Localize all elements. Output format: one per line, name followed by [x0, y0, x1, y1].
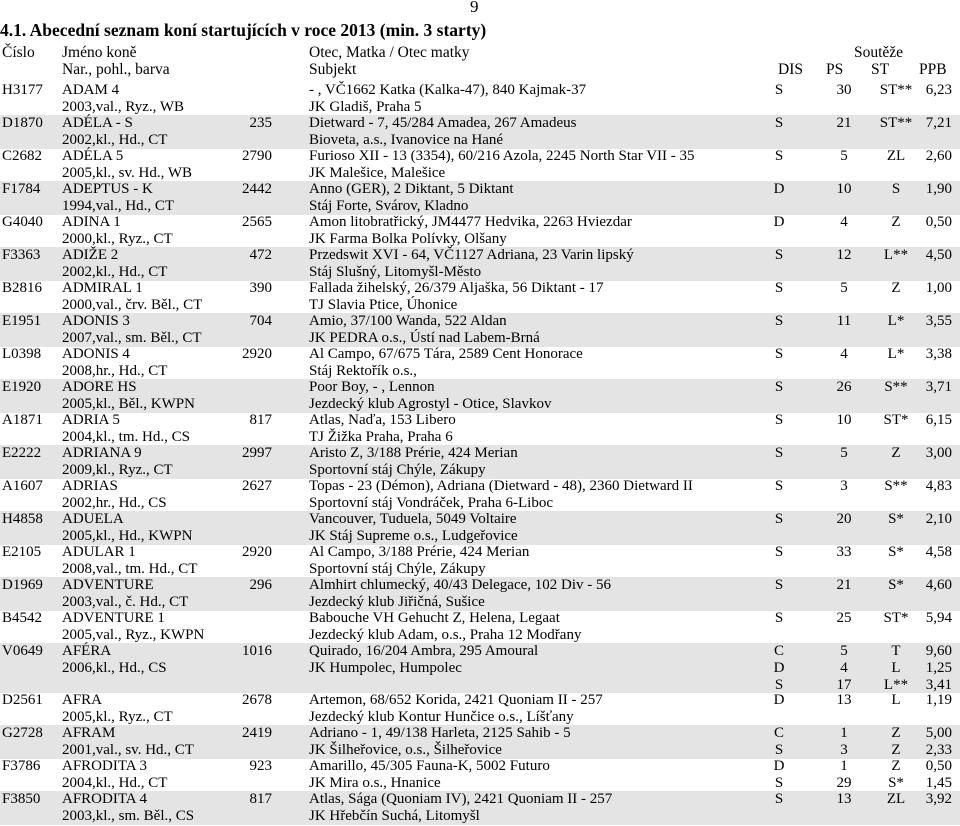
result-ppb: 5,00 — [925, 725, 952, 741]
horse-pedigree: Vancouver, Tuduela, 5049 Voltaire — [309, 511, 517, 527]
result-ppb: 0,50 — [925, 214, 952, 230]
result-line — [760, 280, 960, 297]
result-ps: 10 — [836, 181, 852, 197]
horse-name: ADÉLA 5 — [62, 148, 124, 164]
result-line — [760, 115, 960, 132]
page-title: 4.1. Abecední seznam koní startujících v roce 2013 (min. 3 starty) — [0, 20, 487, 40]
horse-name: ADAM 4 — [62, 82, 120, 98]
result-ps: 33 — [836, 544, 852, 560]
horse-reg-number: 817 — [249, 791, 272, 807]
result-st: Z — [891, 758, 901, 774]
horse-id: G2728 — [2, 725, 43, 741]
result-st: Z — [891, 742, 901, 758]
header-ppb: PPB — [919, 61, 947, 78]
result-ps: 13 — [836, 692, 852, 708]
table-row — [0, 791, 960, 825]
result-line — [760, 346, 960, 363]
result-ps: 4 — [840, 346, 848, 362]
result-line — [760, 660, 960, 677]
horse-pedigree: Amon litobratřický, JM4477 Hedvika, 2263 Hviezdar — [309, 214, 632, 230]
horse-subject: Jezdecký klub Adam, o.s., Praha 12 Modřany — [309, 627, 582, 643]
result-ps: 4 — [840, 214, 848, 230]
result-line — [760, 758, 960, 775]
horse-pedigree: Anno (GER), 2 Diktant, 5 Diktant — [309, 181, 514, 197]
horse-reg-number: 2997 — [242, 445, 272, 461]
result-ppb: 4,50 — [925, 247, 952, 263]
horse-subject: Stáj Rektořík o.s., — [309, 363, 417, 379]
page-number: 9 — [470, 0, 479, 16]
horse-pedigree: Furioso XII - 13 (3354), 60/216 Azola, 2245 North Star VII - 35 — [309, 148, 695, 164]
result-dis: D — [773, 660, 785, 676]
result-line — [760, 544, 960, 561]
horse-pedigree: - , VČ1662 Katka (Kalka-47), 840 Kajmak-37 — [309, 82, 587, 98]
result-dis: S — [774, 544, 784, 560]
result-ppb: 3,00 — [925, 445, 952, 461]
table-row — [0, 181, 960, 215]
result-line — [760, 445, 960, 462]
horse-birth-sex-color: 2005,kl., Ryz., CT — [62, 709, 173, 725]
horse-name: ADEPTUS - K — [62, 181, 153, 197]
result-ps: 12 — [836, 247, 852, 263]
horse-reg-number: 296 — [249, 577, 272, 593]
result-dis: S — [774, 445, 784, 461]
result-dis: S — [774, 247, 784, 263]
result-ppb: 2,10 — [925, 511, 952, 527]
horse-birth-sex-color: 2003,val., Ryz., WB — [62, 99, 185, 115]
result-ppb: 3,92 — [925, 791, 952, 807]
result-ppb: 5,94 — [925, 610, 952, 626]
result-st: S** — [884, 478, 908, 494]
result-line — [760, 412, 960, 429]
horse-pedigree: Atlas, Sága (Quoniam IV), 2421 Quoniam II - 257 — [309, 791, 613, 807]
horse-reg-number: 2565 — [242, 214, 272, 230]
horse-subject: Sportovní stáj Chýle, Zákupy — [309, 462, 486, 478]
table-row — [0, 511, 960, 545]
horse-pedigree: Artemon, 68/652 Korida, 2421 Quoniam II - 257 — [309, 692, 603, 708]
horse-name: ADÉLA - S — [62, 115, 133, 131]
table-row — [0, 313, 960, 347]
horse-name: ADVENTURE 1 — [62, 610, 165, 626]
horse-pedigree: Topas - 23 (Démon), Adriana (Dietward - 48), 2360 Dietward II — [309, 478, 693, 494]
horse-birth-sex-color: 2005,kl., sv. Hd., WB — [62, 165, 193, 181]
result-ppb: 1,19 — [925, 692, 952, 708]
result-ppb: 9,60 — [925, 643, 952, 659]
result-ps: 1 — [840, 725, 848, 741]
horse-id: F3786 — [2, 758, 41, 774]
result-ppb: 1,90 — [925, 181, 952, 197]
horse-birth-sex-color: 2002,kl., Hd., CT — [62, 264, 168, 280]
horse-reg-number: 235 — [249, 115, 272, 131]
result-ppb: 6,15 — [925, 412, 952, 428]
result-dis: S — [774, 313, 784, 329]
result-ppb: 4,58 — [925, 544, 952, 560]
result-ppb: 1,25 — [925, 660, 952, 676]
result-ps: 21 — [836, 577, 852, 593]
result-st: L — [891, 692, 901, 708]
horse-pedigree: Amarillo, 45/305 Fauna-K, 5002 Futuro — [309, 758, 550, 774]
horse-id: D1870 — [2, 115, 43, 131]
result-ppb: 3,71 — [925, 379, 952, 395]
result-st: L* — [887, 346, 905, 362]
horse-name: ADIŽE 2 — [62, 247, 119, 263]
result-st: ZL — [886, 791, 906, 807]
horse-subject: Sportovní stáj Vondráček, Praha 6-Liboc — [309, 495, 553, 511]
horse-id: C2682 — [2, 148, 43, 164]
result-dis: S — [774, 511, 784, 527]
result-ps: 10 — [836, 412, 852, 428]
horse-subject: JK Farma Bolka Polívky, Olšany — [309, 231, 507, 247]
result-st: Z — [891, 214, 901, 230]
result-ps: 21 — [836, 115, 852, 131]
horse-name: ADMIRAL 1 — [62, 280, 143, 296]
table-row — [0, 148, 960, 182]
horse-reg-number: 2442 — [242, 181, 272, 197]
horse-reg-number: 2920 — [242, 346, 272, 362]
horse-birth-sex-color: 1994,val., Hd., CT — [62, 198, 175, 214]
result-dis: S — [774, 82, 784, 98]
header-st: ST — [871, 61, 890, 78]
horse-birth-sex-color: 2007,val., sm. Běl., CT — [62, 330, 202, 346]
result-dis: S — [774, 115, 784, 131]
result-st: L** — [883, 247, 909, 263]
horse-pedigree: Fallada žihelský, 26/379 Aljaška, 56 Diktant - 17 — [309, 280, 604, 296]
result-dis: S — [774, 577, 784, 593]
header-otec: Otec, Matka / Otec matky — [309, 44, 470, 61]
header-ps: PS — [826, 61, 844, 78]
result-dis: D — [773, 692, 785, 708]
horse-name: AFRODITA 4 — [62, 791, 148, 807]
horse-pedigree: Aristo Z, 3/188 Prérie, 424 Merian — [309, 445, 518, 461]
result-dis: D — [773, 181, 785, 197]
horse-reg-number: 2678 — [242, 692, 272, 708]
horse-birth-sex-color: 2000,kl., Ryz., CT — [62, 231, 173, 247]
horse-name: ADONIS 3 — [62, 313, 130, 329]
header-dis: DIS — [778, 61, 803, 78]
horse-subject: Bioveta, a.s., Ivanovice na Hané — [309, 132, 504, 148]
horse-id: E1951 — [2, 313, 42, 329]
table-row — [0, 610, 960, 644]
result-st: L** — [883, 677, 909, 693]
table-row — [0, 379, 960, 413]
result-ppb: 1,45 — [925, 775, 952, 791]
table-row — [0, 692, 960, 726]
result-ps: 1 — [840, 758, 848, 774]
horse-birth-sex-color: 2003,kl., sm. Běl., CS — [62, 808, 195, 824]
result-ppb: 0,50 — [925, 758, 952, 774]
header-nar-pohl-barva: Nar., pohl., barva — [62, 61, 170, 78]
table-row — [0, 115, 960, 149]
result-st: T — [891, 643, 901, 659]
result-st: S** — [884, 379, 908, 395]
horse-birth-sex-color: 2004,kl., Hd., CT — [62, 775, 168, 791]
result-ps: 5 — [840, 280, 848, 296]
table-row — [0, 445, 960, 479]
horse-birth-sex-color: 2005,val., Ryz., KWPN — [62, 627, 205, 643]
horse-birth-sex-color: 2003,val., č. Hd., CT — [62, 594, 189, 610]
horse-id: V0649 — [2, 643, 43, 659]
horse-id: A1607 — [2, 478, 43, 494]
result-dis: D — [773, 758, 785, 774]
result-st: S* — [888, 511, 904, 527]
horse-id: A1871 — [2, 412, 43, 428]
horse-reg-number: 2419 — [242, 725, 272, 741]
horse-birth-sex-color: 2002,hr., Hd., CS — [62, 495, 167, 511]
horse-subject: Stáj Slušný, Litomyšl-Město — [309, 264, 482, 280]
result-ppb: 3,41 — [925, 677, 952, 693]
result-st: ST* — [883, 412, 909, 428]
horse-name: ADINA 1 — [62, 214, 121, 230]
horse-id: L0398 — [2, 346, 42, 362]
result-dis: C — [773, 725, 784, 741]
horse-reg-number: 923 — [249, 758, 272, 774]
horse-birth-sex-color: 2009,kl., Ryz., CT — [62, 462, 173, 478]
result-ps: 25 — [836, 610, 852, 626]
result-line — [760, 148, 960, 165]
result-ps: 17 — [836, 677, 852, 693]
result-st: L* — [887, 313, 905, 329]
horse-birth-sex-color: 2000,val., črv. Běl., CT — [62, 297, 203, 313]
result-ps: 26 — [836, 379, 852, 395]
horse-name: AFRAM — [62, 725, 116, 741]
result-st: ST** — [879, 115, 913, 131]
horse-pedigree: Atlas, Naďa, 153 Libero — [309, 412, 456, 428]
result-ps: 3 — [840, 478, 848, 494]
result-ppb: 3,38 — [925, 346, 952, 362]
result-dis: C — [773, 643, 784, 659]
horse-subject: Stáj Forte, Svárov, Kladno — [309, 198, 469, 214]
horse-subject: JK Malešice, Malešice — [309, 165, 446, 181]
table-row — [0, 643, 960, 693]
horse-name: ADVENTURE — [62, 577, 154, 593]
result-dis: S — [774, 346, 784, 362]
horse-subject: JK Hřebčín Suchá, Litomyšl — [309, 808, 480, 824]
result-ps: 3 — [840, 742, 848, 758]
result-line — [760, 379, 960, 396]
result-ps: 11 — [836, 313, 852, 329]
horse-subject: TJ Žižka Praha, Praha 6 — [309, 429, 453, 445]
result-line — [760, 643, 960, 660]
result-dis: S — [774, 148, 784, 164]
table-row — [0, 280, 960, 314]
horse-pedigree: Poor Boy, - , Lennon — [309, 379, 435, 395]
table-row — [0, 544, 960, 578]
horse-birth-sex-color: 2008,val., tm. Hd., CT — [62, 561, 198, 577]
table-row — [0, 82, 960, 116]
horse-subject: Jezdecký klub Jiřičná, Sušice — [309, 594, 485, 610]
result-ps: 29 — [836, 775, 852, 791]
horse-name: ADORE HS — [62, 379, 137, 395]
horse-birth-sex-color: 2005,kl., Běl., KWPN — [62, 396, 195, 412]
horse-name: ADULAR 1 — [62, 544, 136, 560]
horse-id: F3850 — [2, 791, 41, 807]
horse-birth-sex-color: 2006,kl., Hd., CS — [62, 660, 167, 676]
result-line — [760, 577, 960, 594]
horse-id: D2561 — [2, 692, 43, 708]
horse-id: D1969 — [2, 577, 43, 593]
horse-reg-number: 704 — [249, 313, 272, 329]
result-line — [760, 511, 960, 528]
result-st: S — [891, 181, 901, 197]
horse-id: F3363 — [2, 247, 41, 263]
result-ppb: 4,60 — [925, 577, 952, 593]
result-ps: 5 — [840, 445, 848, 461]
table-row — [0, 214, 960, 248]
horse-reg-number: 2627 — [242, 478, 272, 494]
result-ps: 5 — [840, 643, 848, 659]
horse-name: AFRODITA 3 — [62, 758, 148, 774]
horse-id: B2816 — [2, 280, 43, 296]
horse-pedigree: Babouche VH Gehucht Z, Helena, Legaat — [309, 610, 560, 626]
result-ps: 4 — [840, 660, 848, 676]
result-ppb: 7,21 — [925, 115, 952, 131]
horse-pedigree: Quirado, 16/204 Ambra, 295 Amoural — [309, 643, 539, 659]
table-row — [0, 346, 960, 380]
horse-reg-number: 2920 — [242, 544, 272, 560]
table-row — [0, 725, 960, 759]
horse-reg-number: 472 — [249, 247, 272, 263]
horse-id: E1920 — [2, 379, 42, 395]
result-ppb: 2,33 — [925, 742, 952, 758]
horse-name: AFRA — [62, 692, 103, 708]
horse-subject: JK Humpolec, Humpolec — [309, 660, 462, 676]
header-subjekt: Subjekt — [309, 61, 357, 78]
horse-pedigree: Adriano - 1, 49/138 Harleta, 2125 Sahib - 5 — [309, 725, 571, 741]
result-line — [760, 181, 960, 198]
table-row — [0, 247, 960, 281]
table-row — [0, 412, 960, 446]
result-st: L — [891, 660, 901, 676]
result-ps: 13 — [836, 791, 852, 807]
result-dis: S — [774, 742, 784, 758]
horse-reg-number: 390 — [249, 280, 272, 296]
result-st: Z — [891, 725, 901, 741]
result-line — [760, 791, 960, 808]
result-line — [760, 742, 960, 759]
horse-subject: JK PEDRA o.s., Ústí nad Labem-Brná — [309, 330, 540, 346]
horse-subject: JK Gladiš, Praha 5 — [309, 99, 422, 115]
horse-subject: JK Šilheřovice, o.s., Šilheřovice — [309, 742, 502, 758]
result-ppb: 4,83 — [925, 478, 952, 494]
table-row — [0, 758, 960, 792]
result-ps: 20 — [836, 511, 852, 527]
result-line — [760, 725, 960, 742]
horse-pedigree: Amio, 37/100 Wanda, 522 Aldan — [309, 313, 507, 329]
result-line — [760, 247, 960, 264]
horse-id: H3177 — [2, 82, 43, 98]
horse-pedigree: Dietward - 7, 45/284 Amadea, 267 Amadeus — [309, 115, 577, 131]
result-dis: S — [774, 610, 784, 626]
table-row — [0, 478, 960, 512]
horse-subject: TJ Slavia Ptice, Úhonice — [309, 297, 458, 313]
horse-id: F1784 — [2, 181, 41, 197]
horse-birth-sex-color: 2004,kl., tm. Hd., CS — [62, 429, 190, 445]
header-jmeno: Jméno koně — [62, 44, 137, 61]
result-st: S* — [888, 544, 904, 560]
result-st: Z — [891, 445, 901, 461]
horse-birth-sex-color: 2005,kl., Hd., KWPN — [62, 528, 193, 544]
horse-name: ADRIA 5 — [62, 412, 120, 428]
horse-reg-number: 2790 — [242, 148, 272, 164]
horse-subject: Jezdecký klub Agrostyl - Otice, Slavkov — [309, 396, 552, 412]
horse-id: B4542 — [2, 610, 43, 626]
result-dis: S — [774, 791, 784, 807]
table-row — [0, 577, 960, 611]
result-ps: 30 — [836, 82, 852, 98]
result-st: ST* — [883, 610, 909, 626]
result-dis: S — [774, 280, 784, 296]
horse-name: ADONIS 4 — [62, 346, 130, 362]
result-dis: S — [774, 379, 784, 395]
result-dis: S — [774, 412, 784, 428]
horse-subject: JK Stáj Supreme o.s., Ludgeřovice — [309, 528, 518, 544]
result-line — [760, 610, 960, 627]
result-line — [760, 775, 960, 792]
horse-birth-sex-color: 2001,val., sv. Hd., CT — [62, 742, 194, 758]
horse-pedigree: Przedswit XVI - 64, VČ1127 Adriana, 23 Varin lipský — [309, 247, 634, 263]
horse-id: E2105 — [2, 544, 42, 560]
result-st: S* — [888, 775, 904, 791]
horse-subject: JK Mira o.s., Hnanice — [309, 775, 441, 791]
horse-id: E2222 — [2, 445, 42, 461]
horse-pedigree: Al Campo, 3/188 Prérie, 424 Merian — [309, 544, 530, 560]
header-souteze: Soutěže — [854, 44, 904, 61]
result-ppb: 3,55 — [925, 313, 952, 329]
result-line — [760, 82, 960, 99]
result-st: ST** — [879, 82, 913, 98]
result-dis: S — [774, 677, 784, 693]
horse-pedigree: Almhirt chlumecký, 40/43 Delegace, 102 Div - 56 — [309, 577, 612, 593]
result-dis: S — [774, 478, 784, 494]
horse-birth-sex-color: 2002,kl., Hd., CT — [62, 132, 168, 148]
result-line — [760, 478, 960, 495]
result-st: ZL — [886, 148, 906, 164]
result-dis: D — [773, 214, 785, 230]
result-line — [760, 214, 960, 231]
result-st: Z — [891, 280, 901, 296]
result-line — [760, 313, 960, 330]
result-ppb: 1,00 — [925, 280, 952, 296]
horse-reg-number: 817 — [249, 412, 272, 428]
horse-name: ADUELA — [62, 511, 124, 527]
horse-name: ADRIAS — [62, 478, 118, 494]
result-st: S* — [888, 577, 904, 593]
result-ppb: 6,23 — [925, 82, 952, 98]
horse-id: G4040 — [2, 214, 43, 230]
result-line — [760, 692, 960, 709]
horse-subject: Sportovní stáj Chýle, Zákupy — [309, 561, 486, 577]
result-ps: 5 — [840, 148, 848, 164]
result-dis: S — [774, 775, 784, 791]
horse-id: H4858 — [2, 511, 43, 527]
horse-reg-number: 1016 — [242, 643, 272, 659]
header-cislo: Číslo — [2, 44, 35, 61]
horse-name: ADRIANA 9 — [62, 445, 142, 461]
horse-subject: Jezdecký klub Kontur Hunčice o.s., Líšťany — [309, 709, 574, 725]
horse-pedigree: Al Campo, 67/675 Tára, 2589 Cent Honorace — [309, 346, 583, 362]
horse-birth-sex-color: 2008,hr., Hd., CT — [62, 363, 168, 379]
result-ppb: 2,60 — [925, 148, 952, 164]
horse-name: AFÉRA — [62, 643, 112, 659]
